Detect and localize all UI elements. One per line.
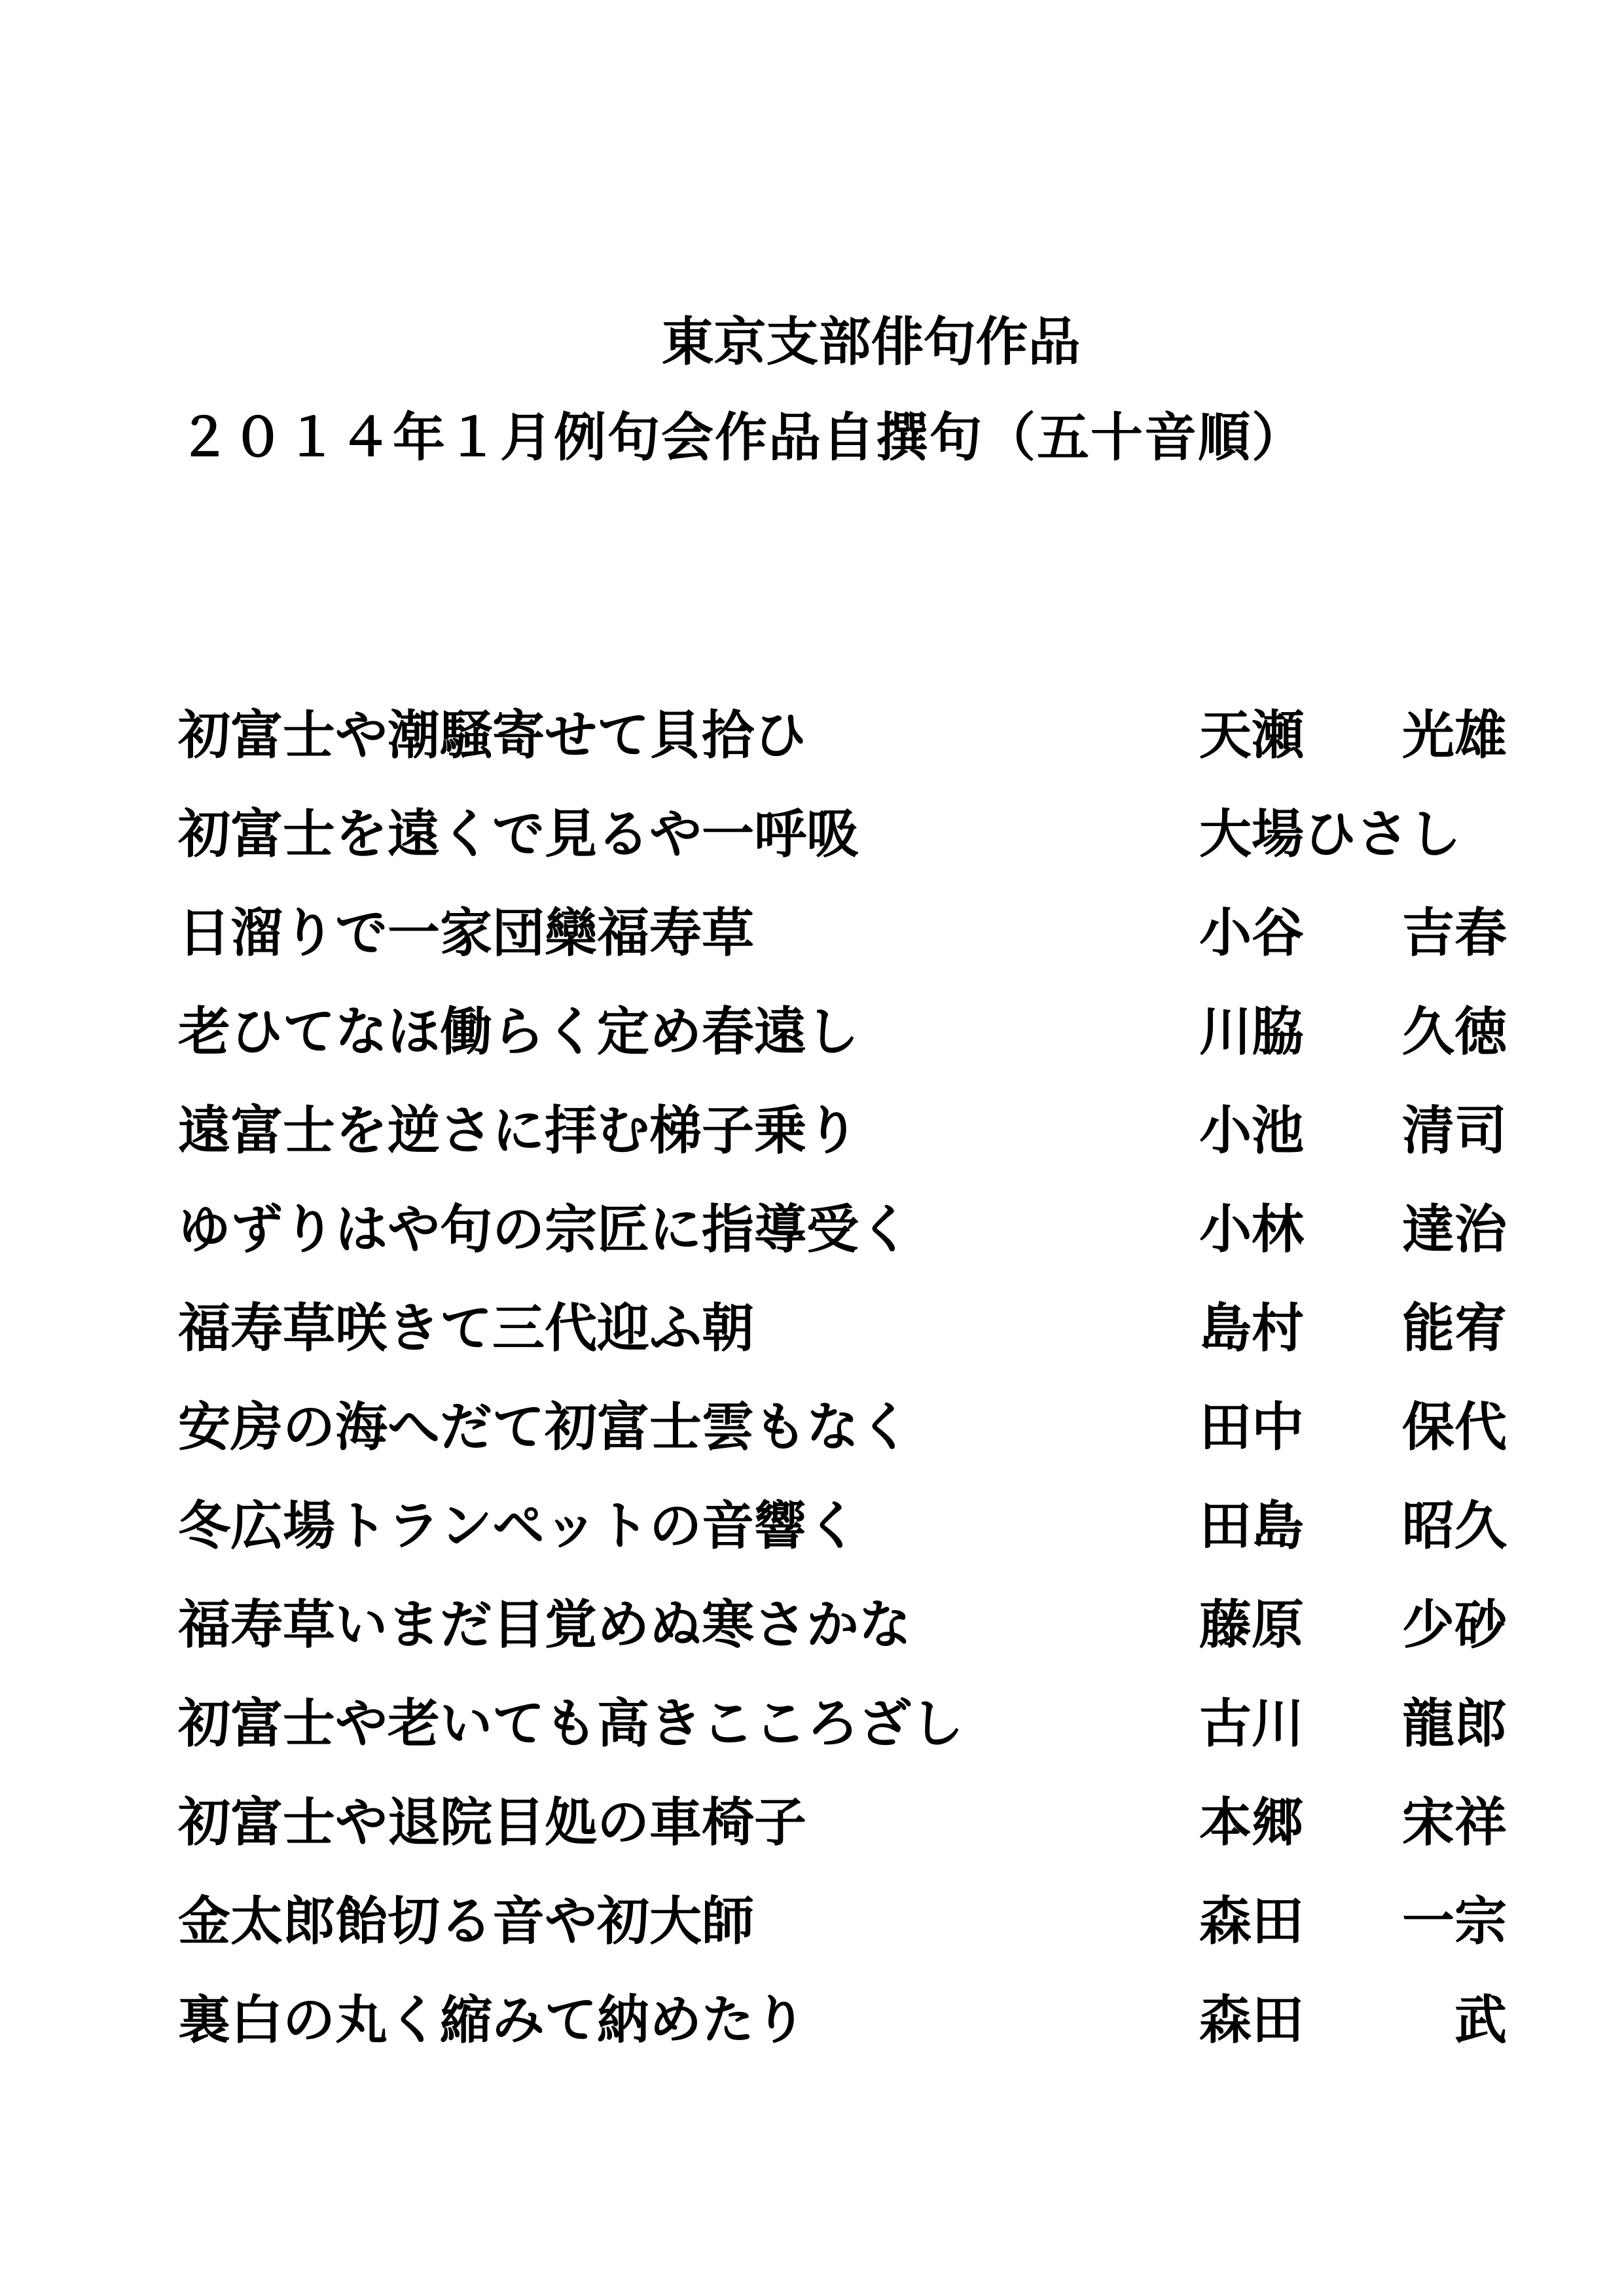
haiku-row [178, 1971, 1507, 2070]
author-given-name: 龍郎 [1402, 1693, 1507, 1754]
haiku-text: 金太郎飴切る音や初大師 [178, 1890, 754, 1952]
haiku-text: 遠富士を逆さに拝む梯子乗り [178, 1100, 859, 1161]
author-given-name: 清司 [1402, 1100, 1507, 1161]
author-given-name: 昭久 [1402, 1495, 1507, 1556]
haiku-text: 日溜りで一家団欒福寿草 [178, 902, 754, 963]
author-surname: 藤原 [1199, 1594, 1304, 1655]
author-surname: 田島 [1199, 1495, 1304, 1556]
haiku-text: 初富士や老いても高きこころざし [178, 1693, 964, 1754]
author-surname: 森田 [1199, 1989, 1304, 2051]
haiku-list [178, 686, 1507, 2070]
author-surname: 小池 [1199, 1100, 1304, 1161]
author-name [1199, 1773, 1507, 1872]
author-name [1199, 1279, 1507, 1378]
haiku-row [178, 1081, 1507, 1180]
author-given-name: 一宗 [1402, 1890, 1507, 1952]
author-surname: 本郷 [1199, 1791, 1304, 1853]
author-surname: 小林 [1199, 1198, 1304, 1260]
haiku-text: 福寿草咲きて三代迎ふ朝 [178, 1297, 754, 1359]
author-given-name: 少砂 [1402, 1594, 1507, 1655]
page-title: 東京支部俳句作品 [661, 311, 1081, 372]
haiku-text: 冬広場トランペットの音響く [178, 1495, 859, 1556]
haiku-text: 老ひてなほ働らく定め春遠し [178, 1001, 859, 1062]
haiku-row [178, 785, 1507, 884]
author-name [1199, 884, 1507, 982]
haiku-row [178, 1180, 1507, 1279]
author-given-name: 吉春 [1402, 902, 1507, 963]
author-surname: 田中 [1199, 1396, 1304, 1458]
haiku-row [178, 1378, 1507, 1477]
haiku-row [178, 1872, 1507, 1971]
haiku-row [178, 1773, 1507, 1872]
author-surname: 森田 [1199, 1890, 1304, 1952]
author-given-name: 能宥 [1402, 1297, 1507, 1359]
haiku-row [178, 1279, 1507, 1378]
author-given-name: 宋祥 [1402, 1791, 1507, 1853]
author-surname: 古川 [1199, 1693, 1304, 1754]
author-given-name: 武 [1454, 1989, 1507, 2051]
author-name [1199, 1872, 1507, 1971]
author-name [1199, 1575, 1507, 1674]
author-given-name: 達治 [1402, 1198, 1507, 1260]
author-name [1199, 1674, 1507, 1773]
author-name [1199, 982, 1507, 1081]
author-name [1199, 1971, 1507, 2070]
haiku-text: 福寿草いまだ目覚めぬ寒さかな [178, 1594, 911, 1655]
author-surname: 川脇 [1199, 1001, 1304, 1062]
author-given-name: 光雄 [1402, 704, 1507, 766]
haiku-row [178, 1575, 1507, 1674]
haiku-text: 初富士や退院目処の車椅子 [178, 1791, 806, 1853]
page-subtitle: ２０１４年１月例句会作品自撰句（五十音順） [178, 406, 1305, 468]
author-name [1199, 686, 1507, 785]
author-given-name: 保代 [1402, 1396, 1507, 1458]
haiku-text: 裏白の丸く縮みて納めたり [178, 1989, 806, 2051]
haiku-text: 初富士を遠くで見るや一呼吸 [178, 803, 859, 865]
author-name [1199, 1180, 1507, 1279]
haiku-row [178, 686, 1507, 785]
haiku-text: ゆずりはや句の宗匠に指導受く [178, 1198, 911, 1260]
author-surname: 天瀬 [1199, 704, 1304, 766]
haiku-row [178, 982, 1507, 1081]
haiku-row [178, 884, 1507, 982]
author-surname: 島村 [1199, 1297, 1304, 1359]
haiku-row [178, 1477, 1507, 1575]
author-name [1199, 1378, 1507, 1477]
author-name [1199, 785, 1507, 884]
haiku-text: 初富士や潮騒寄せて貝拾ひ [178, 704, 806, 766]
author-name [1199, 1081, 1507, 1180]
haiku-text: 安房の海へだて初富士雲もなく [178, 1396, 911, 1458]
author-surname: 小谷 [1199, 902, 1304, 963]
author-given-name: 久徳 [1402, 1001, 1507, 1062]
haiku-row [178, 1674, 1507, 1773]
author-surname: 大場ひさし [1199, 803, 1461, 865]
author-name [1199, 1477, 1507, 1575]
